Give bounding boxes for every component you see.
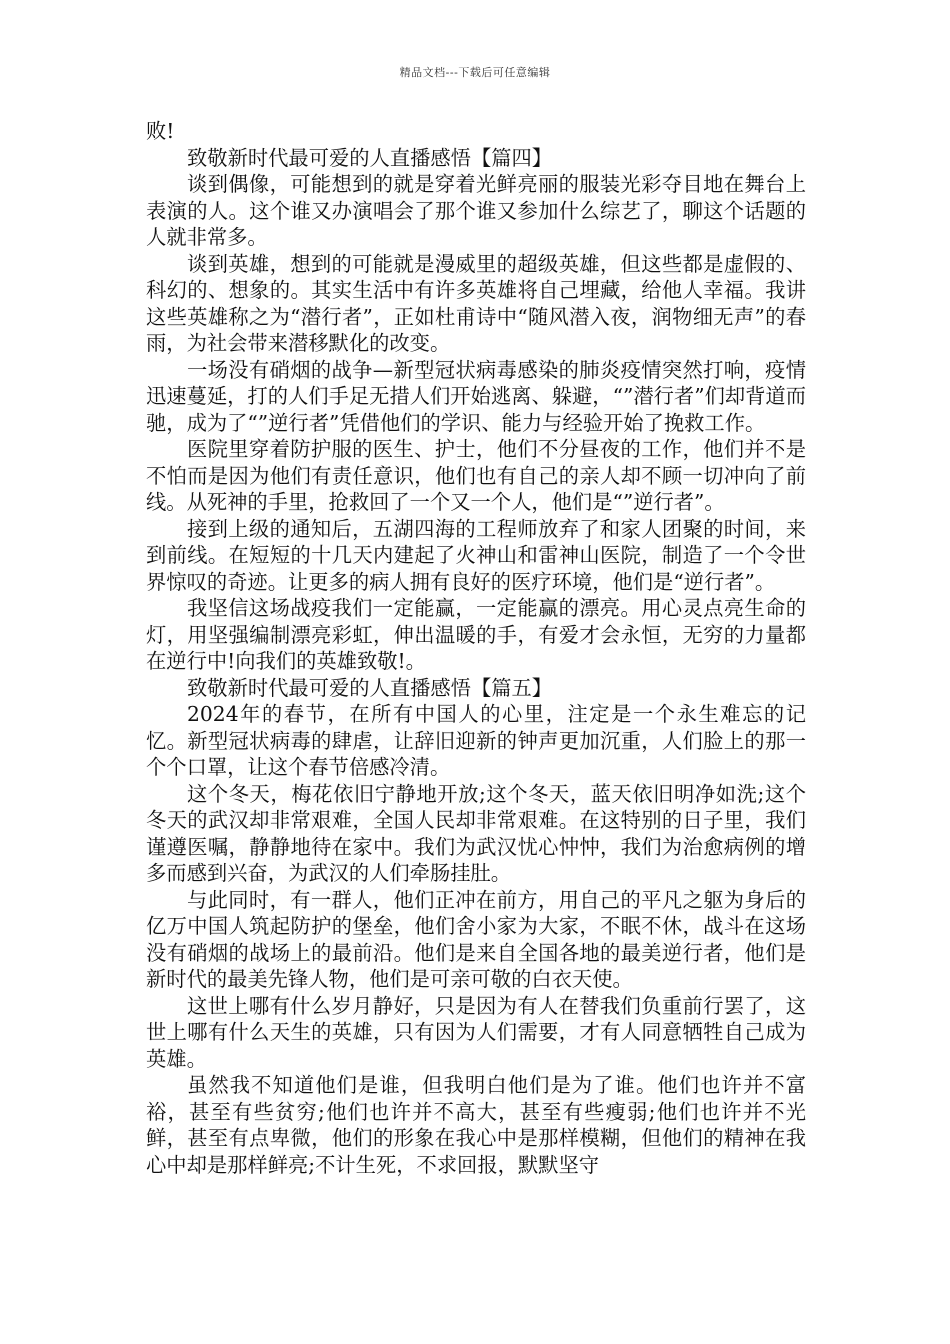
continuation-text: 败! — [146, 119, 175, 143]
section-5-paragraph-5: 虽然我不知道他们是谁，但我明白他们是为了谁。他们也许并不富裕，甚至有些贫穷;他们也许并不高大，甚至有些瘦弱;他们也许并不光鲜，甚至有点卑微，他们的形象在我心中是那样模糊，但他们的精神在我心中却是那样鲜亮;不计生死，不求回报，默默坚守 — [146, 1073, 806, 1177]
section-4-paragraph-1: 谈到偶像，可能想到的就是穿着光鲜亮丽的服装光彩夺目地在舞台上表演的人。这个谁又办演唱会了那个谁又参加什么综艺了，聊这个话题的人就非常多。 — [146, 172, 806, 249]
section-4-paragraph-4: 医院里穿着防护服的医生、护士，他们不分昼夜的工作，他们并不是不怕而是因为他们有责任意识，他们也有自己的亲人却不顾一切冲向了前线。从死神的手里，抢救回了一个又一个人，他们是“”逆行者”。 — [146, 437, 806, 514]
section-4-paragraph-6: 我坚信这场战疫我们一定能赢，一定能赢的漂亮。用心灵点亮生命的灯，用坚强编制漂亮彩虹，伸出温暖的手，有爱才会永恒，无穷的力量都在逆行中!向我们的英雄致敬!。 — [146, 596, 806, 673]
page-header: 精品文档---下载后可任意编辑 — [399, 66, 551, 79]
section-4-paragraph-3: 一场没有硝烟的战争—新型冠状病毒感染的肺炎疫情突然打响，疫情迅速蔓延，打的人们手足无措人们开始逃离、躲避，“”潜行者”们却背道而驰，成为了“”逆行者”凭借他们的学识、能力与经验开始了挽救工作。 — [146, 357, 806, 435]
section-5-paragraph-1: 2024年的春节，在所有中国人的心里，注定是一个永生难忘的记忆。新型冠状病毒的肆虐，让辞旧迎新的钟声更加沉重，人们脸上的那一个个口罩，让这个春节倍感冷清。 — [146, 702, 806, 779]
section-4-paragraph-5: 接到上级的通知后，五湖四海的工程师放弃了和家人团聚的时间，来到前线。在短短的十几天内建起了火神山和雷神山医院，制造了一个令世界惊叹的奇迹。让更多的病人拥有良好的医疗环境，他们是“逆行者”。 — [146, 516, 806, 594]
section-4-paragraph-2: 谈到英雄，想到的可能就是漫威里的超级英雄，但这些都是虚假的、科幻的、想象的。其实生活中有许多英雄将自己埋藏，给他人幸福。我讲这些英雄称之为“潜行者”，正如杜甫诗中“随风潜入夜，润物细无声”的春雨，为社会带来潜移默化的改变。 — [146, 251, 806, 355]
section-5-paragraph-4: 这世上哪有什么岁月静好，只是因为有人在替我们负重前行罢了，这世上哪有什么天生的英雄，只有因为人们需要，才有人同意牺牲自己成为英雄。 — [146, 993, 806, 1071]
section-5-paragraph-2: 这个冬天，梅花依旧宁静地开放;这个冬天，蓝天依旧明净如洗;这个冬天的武汉却非常艰难，全国人民却非常艰难。在这特别的日子里，我们谨遵医嘱，静静地待在家中。我们为武汉忧心忡忡，我们为治愈病例的增多而感到兴奋，为武汉的人们牵肠挂肚。 — [146, 781, 806, 885]
section-4-title: 致敬新时代最可爱的人直播感悟【篇四】 — [187, 145, 553, 170]
section-5-title: 致敬新时代最可爱的人直播感悟【篇五】 — [187, 675, 553, 700]
document-body — [146, 118, 806, 1178]
section-5-paragraph-3: 与此同时，有一群人，他们正冲在前方，用自己的平凡之躯为身后的亿万中国人筑起防护的堡垒，他们舍小家为大家，不眠不休，战斗在这场没有硝烟的战场上的最前沿。他们是来自全国各地的最美逆行者，他们是新时代的最美先锋人物，他们是可亲可敬的白衣天使。 — [146, 887, 806, 991]
